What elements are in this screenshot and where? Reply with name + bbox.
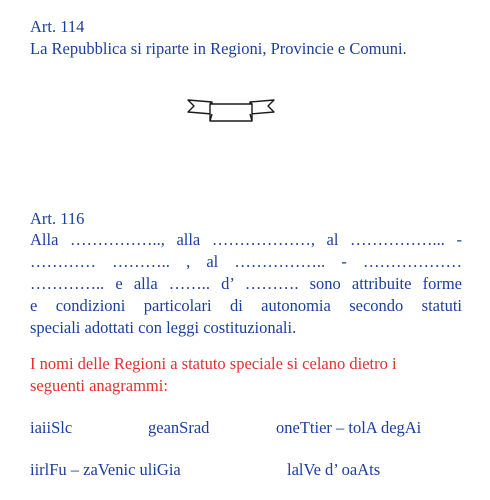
anagram-item: geanSrad <box>148 418 210 437</box>
art116-line: ………… ……….. , al …………….. - ……………… <box>30 252 462 271</box>
question-line: seguenti anagrammi: <box>30 376 168 395</box>
anagram-item: oneTtier – tolA degAi <box>276 418 422 437</box>
art114-heading: Art. 114 <box>30 17 85 36</box>
anagram-item: iaiiSlc <box>30 418 73 437</box>
ribbon-banner-icon <box>186 94 276 131</box>
art116-heading: Art. 116 <box>30 209 85 228</box>
question-line: I nomi delle Regioni a statuto speciale si celano dietro i <box>30 354 397 373</box>
art116-line: speciali adottati con leggi costituzionali. <box>30 318 297 337</box>
anagram-item: iirlFu – zaVenic uliGia <box>30 460 181 479</box>
art116-line: ………….. e alla …….. d’ ………. sono attribuite forme <box>30 274 462 293</box>
art116-body <box>30 229 462 339</box>
art116-line: Alla …………….., alla ………………, al ……………... - <box>30 230 462 249</box>
anagram-item: lalVe d’ oaAts <box>287 460 381 479</box>
art114-text: La Repubblica si riparte in Regioni, Provincie e Comuni. <box>30 39 407 58</box>
art116-line: e condizioni particolari di autonomia secondo statuti <box>30 296 462 315</box>
